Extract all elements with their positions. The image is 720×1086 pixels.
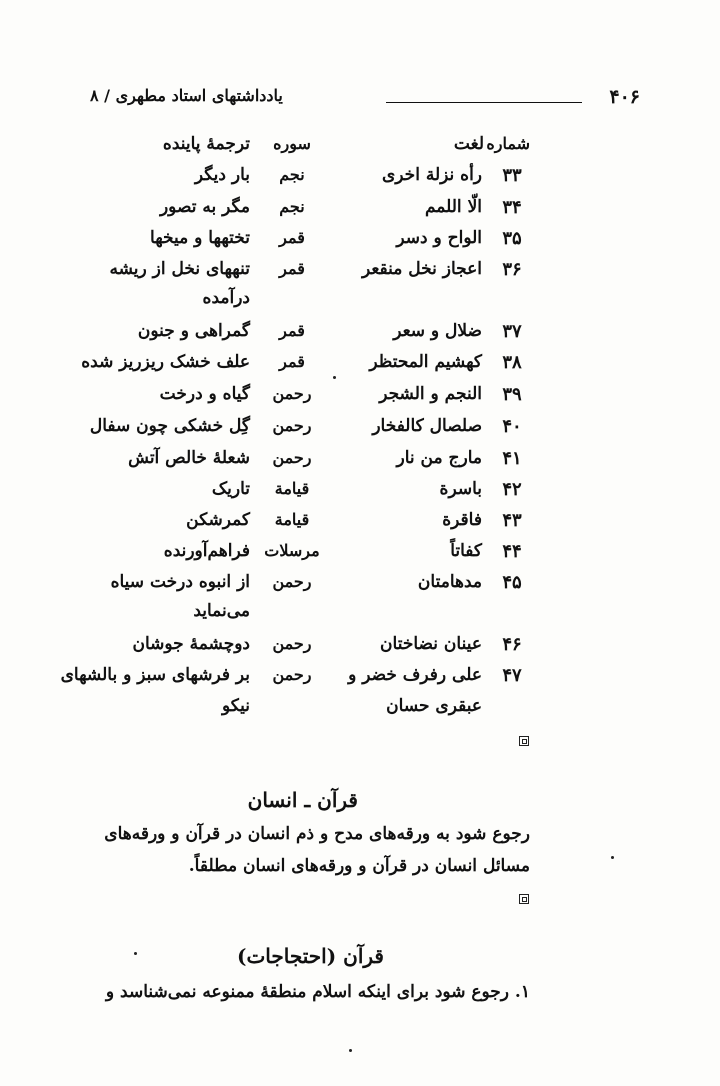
row-sura: قمر — [279, 228, 305, 247]
table-row — [0, 384, 720, 414]
book-title: یادداشتهای استاد مطهری / ۸ — [90, 86, 283, 105]
table-row — [0, 321, 720, 351]
row-sura: قیامة — [274, 479, 310, 498]
row-word: ضلال و سعر — [393, 321, 482, 341]
row-translation: دوچشمهٔ جوشان — [132, 634, 250, 654]
row-word: الواح و دسر — [396, 228, 482, 248]
page-number: ۴۰۶ — [609, 86, 640, 108]
row-sura: رحمن — [272, 665, 312, 684]
table-row-continuation — [0, 696, 720, 726]
row-word: مارج من نار — [396, 448, 482, 468]
scan-speck — [134, 952, 137, 955]
table-row — [0, 228, 720, 258]
row-sura: رحمن — [272, 448, 312, 467]
header-translation: ترجمهٔ پاینده — [162, 134, 250, 154]
row-number: ۴۶ — [502, 634, 522, 655]
row-number: ۳۸ — [502, 352, 522, 373]
row-sura: قیامة — [274, 510, 310, 529]
paragraph-line: ۱. رجوع شود برای اینکه اسلام منطقهٔ ممنوعه نمی‌شناسد و — [105, 982, 530, 1002]
row-word: اعجاز نخل منقعر — [361, 259, 482, 279]
row-number: ۴۴ — [502, 541, 522, 562]
row-number: ۳۳ — [502, 165, 522, 186]
section-end-mark-icon — [519, 736, 529, 746]
table-row — [0, 416, 720, 446]
table-row — [0, 165, 720, 195]
table-row — [0, 634, 720, 664]
table-row — [0, 479, 720, 509]
row-number: ۴۵ — [502, 572, 522, 593]
table-row — [0, 448, 720, 478]
paragraph-line: رجوع شود به ورقه‌های مدح و ذم انسان در قرآن و ورقه‌های — [104, 824, 530, 844]
row-translation: مگر به تصور — [159, 197, 250, 217]
section-title: قرآن ـ انسان — [247, 788, 358, 812]
row-translation-continuation: درآمده — [202, 288, 250, 308]
row-word: صلصال کالفخار — [372, 416, 482, 436]
row-translation: از انبوه درخت سیاه — [110, 572, 250, 592]
row-translation: فراهم‌آورنده — [163, 541, 250, 561]
row-translation: تنههای نخل از ریشه — [109, 259, 250, 279]
row-number: ۳۵ — [502, 228, 522, 249]
table-row-continuation — [0, 288, 720, 318]
table-row — [0, 259, 720, 289]
row-translation: بار دیگر — [194, 165, 250, 185]
header-number: شماره — [486, 134, 530, 153]
row-number: ۴۳ — [502, 510, 522, 531]
row-translation: کمرشکن — [186, 510, 250, 530]
header-rule — [386, 102, 582, 103]
row-word: مدهامتان — [417, 572, 482, 592]
row-translation: گِل خشکی چون سفال — [89, 416, 250, 436]
row-number: ۳۴ — [502, 197, 522, 218]
running-header — [90, 86, 640, 112]
row-sura: مرسلات — [264, 541, 320, 560]
table-row — [0, 541, 720, 571]
scan-speck — [349, 1049, 352, 1052]
row-sura: نجم — [279, 197, 305, 216]
row-word: کفاتاً — [450, 541, 482, 561]
row-translation: بر فرشهای سبز و بالشهای — [60, 665, 250, 685]
row-translation: تختهها و میخها — [150, 228, 250, 248]
row-number: ۳۹ — [502, 384, 522, 405]
row-number: ۴۰ — [502, 416, 522, 437]
row-word: رأه نزلة اخری — [382, 165, 482, 185]
scan-speck — [611, 856, 614, 859]
row-number: ۴۱ — [502, 448, 522, 469]
row-word: فاقرة — [442, 510, 482, 530]
table-row — [0, 665, 720, 695]
row-translation: علف خشک ریزریز شده — [81, 352, 250, 372]
row-word: باسرة — [439, 479, 482, 499]
row-number: ۴۷ — [502, 665, 522, 686]
table-row — [0, 197, 720, 227]
table-row-continuation — [0, 601, 720, 631]
row-word: عینان نضاختان — [380, 634, 482, 654]
row-sura: قمر — [279, 352, 305, 371]
row-number: ۳۷ — [502, 321, 522, 342]
scan-speck — [333, 376, 336, 379]
header-sura: سوره — [273, 134, 311, 153]
section-title: قرآن (احتجاجات) — [237, 944, 384, 968]
row-translation: گیاه و درخت — [159, 384, 250, 404]
paragraph-line: مسائل انسان در قرآن و ورقه‌های انسان مطلقاً. — [188, 856, 530, 876]
table-header-row — [0, 134, 720, 164]
header-word: لغت — [453, 134, 484, 154]
row-number: ۳۶ — [502, 259, 522, 280]
table-row — [0, 572, 720, 602]
table-row — [0, 510, 720, 540]
table-row — [0, 352, 720, 382]
section-end-mark-icon — [519, 894, 529, 904]
row-sura: رحمن — [272, 634, 312, 653]
row-sura: رحمن — [272, 416, 312, 435]
row-translation: تاریک — [211, 479, 250, 499]
row-sura: رحمن — [272, 572, 312, 591]
row-translation: شعلهٔ خالص آتش — [128, 448, 250, 468]
row-word: علی رفرف خضر و — [348, 665, 482, 685]
row-sura: قمر — [279, 321, 305, 340]
row-translation: گمراهی و جنون — [137, 321, 250, 341]
row-word-continuation: عبقری حسان — [386, 696, 482, 716]
row-word: کهشیم المحتظر — [369, 352, 482, 372]
row-word: النجم و الشجر — [379, 384, 482, 404]
row-number: ۴۲ — [502, 479, 522, 500]
row-translation-continuation: نیکو — [221, 696, 250, 716]
row-word: الّا اللمم — [424, 197, 482, 217]
row-sura: رحمن — [272, 384, 312, 403]
row-sura: نجم — [279, 165, 305, 184]
row-sura: قمر — [279, 259, 305, 278]
row-translation-continuation: می‌نماید — [193, 601, 250, 621]
